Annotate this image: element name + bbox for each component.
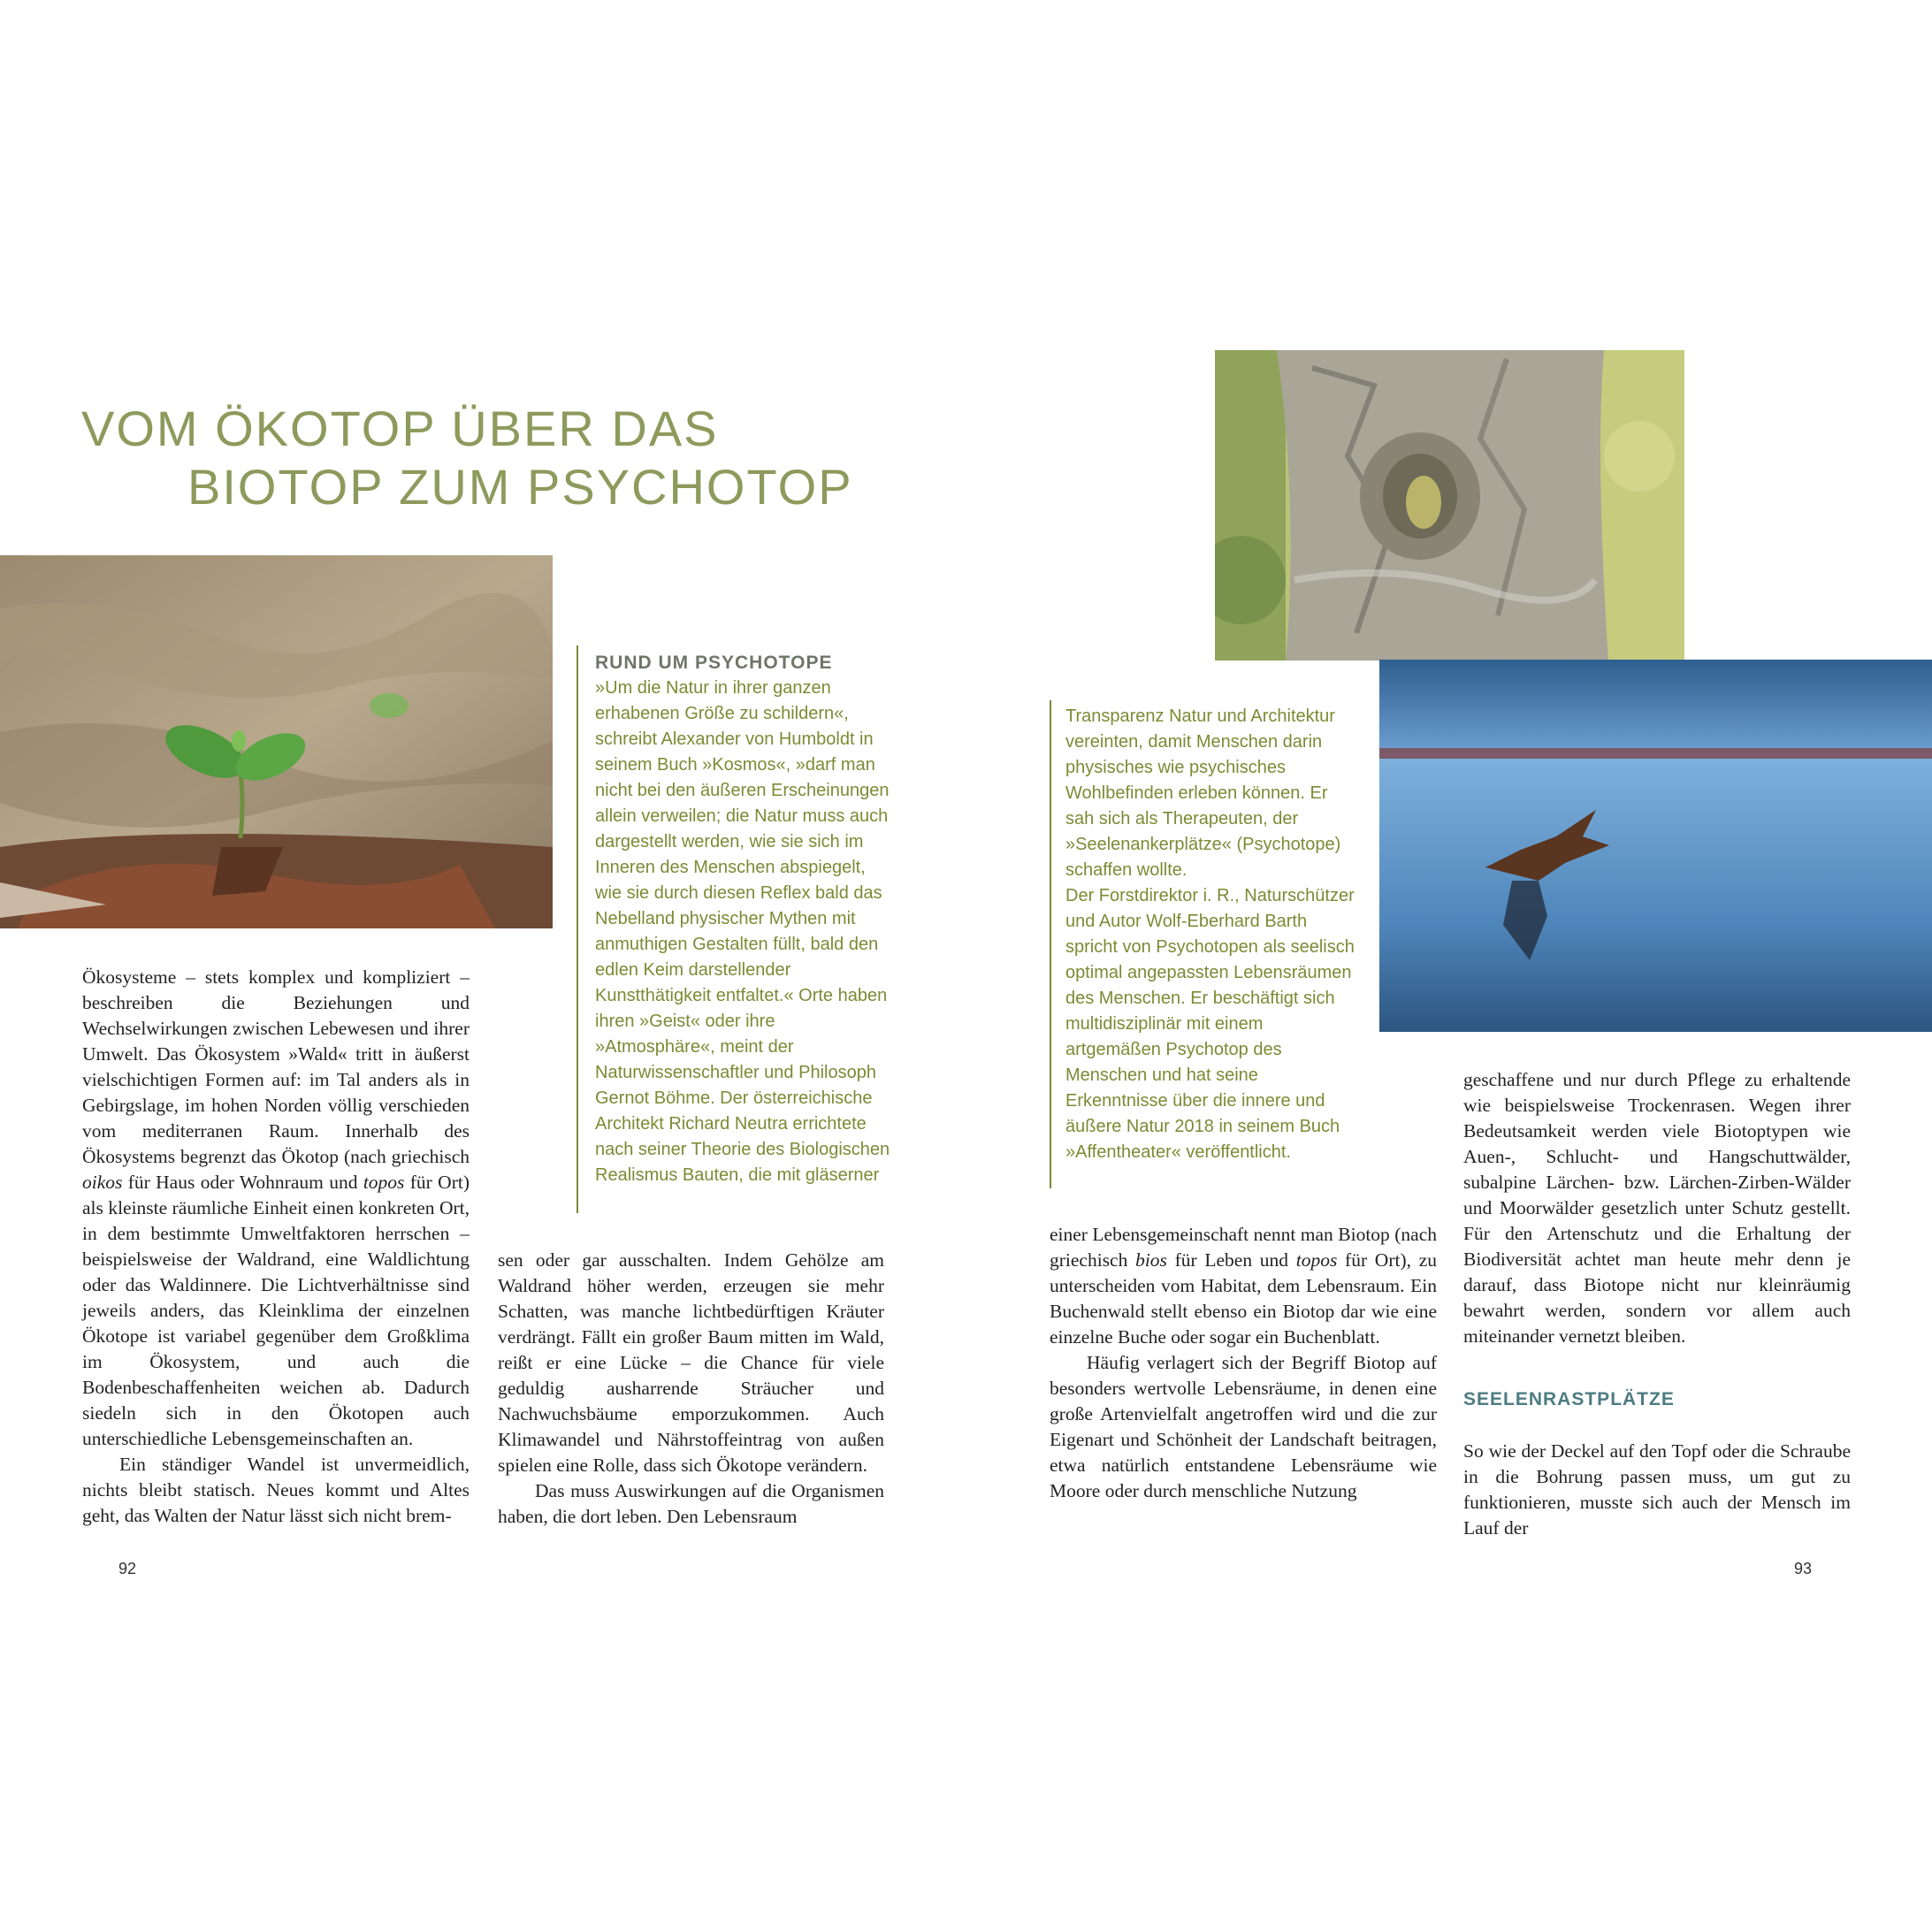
sidebar-cont-paragraph-2: Der Forstdirektor i. R., Naturschützer und Autor Wolf-Eberhard Barth spricht von Psychotopen als seelisch optimal angepassten Lebensräumen des Menschen. Er beschäftigt sich multidisziplinär mit einem artgemäßen Psychotop des Menschen und hat seine Erkenntnisse über die innere und äußere Natur 2018 in seinem Buch »Affentheater« veröffentlicht. <box>1065 886 1355 1162</box>
page-headline <box>81 400 853 516</box>
left-column-2 <box>498 1248 884 1530</box>
headline-line-2: BIOTOP ZUM PSYCHOTOP <box>187 459 853 515</box>
lake-photo <box>1379 660 1932 1032</box>
right-col2-paragraph-1: geschaffene und nur durch Pflege zu erhaltende wie beispielsweise Trockenrasen. Wegen ihrer Bedeutsamkeit werden viele Biotoptypen wie Auen-, Schlucht- und Hangschuttwälder, subalpine Lärchen- bzw. Lärchen-Zirben-Wälder und Moorwälder gesetzlich unter Schutz gestellt. Für den Artenschutz und die Erhaltung der Biodiversität achtet man heute mehr denn je darauf, dass Biotope nicht nur kleinräumig bewahrt werden, sondern vor allem auch miteinander vernetzt bleiben. <box>1463 1069 1851 1347</box>
right-col2-paragraph-2: So wie der Deckel auf den Topf oder die Schraube in die Bohrung passen muss, um gut zu funktionieren, musste sich auch der Mensch im Lauf der <box>1463 1440 1851 1539</box>
sidebar-continuation <box>1065 704 1357 1165</box>
left-column-1 <box>82 965 470 1529</box>
sidebar-rund-um-psychotope <box>595 653 891 1188</box>
left-col1-paragraph-2: Ein ständiger Wandel ist unvermeidlich, nichts bleibt statisch. Neues kommt und Altes geht, das Walten der Natur lässt sich nicht brem- <box>82 1454 470 1526</box>
tree-bark-photo <box>1215 350 1684 661</box>
right-column-2 <box>1463 1067 1851 1541</box>
sidebar-cont-paragraph-1: Transparenz Natur und Architektur vereinten, damit Menschen darin physisches wie psychisches Wohlbefinden erleben können. Er sah sich als Therapeuten, der »Seelenankerplätze« (Psychotope) schaffen wollte. <box>1065 706 1341 880</box>
section-title-seelenrastplaetze: SEELENRASTPLÄTZE <box>1463 1389 1675 1409</box>
sidebar-text: »Um die Natur in ihrer ganzen erhabenen Größe zu schildern«, schreibt Alexander von Humboldt in seinem Buch »Kosmos«, »darf man nicht bei den äußeren Erscheinungen allein verweilen; die Natur muss auch dargestellt werden, wie sie sich im Inneren des Menschen abspiegelt, wie sie durch diesen Reflex bald das Nebelland physischer Mythen mit anmuthigen Gestalten füllt, bald den edlen Keim darstellender Kunstthätigkeit entfaltet.« Orte haben ihren »Geist« oder ihre »Atmosphäre«, meint der Naturwissenschaftler und Philosoph Gernot Böhme. Der österreichische Architekt Richard Neutra errichtete nach seiner Theorie des Biologischen Realismus Bauten, die mit gläserner <box>595 678 890 1185</box>
right-col1-paragraph-1: einer Lebensgemeinschaft nennt man Biotop (nach griechisch bios für Leben und topos für Ort), zu unterscheiden vom Habitat, dem Lebensraum. Ein Buchenwald stellt ebenso ein Biotop dar wie eine einzelne Buche oder sogar ein Buchenblatt. <box>1050 1224 1437 1348</box>
page-number-left: 92 <box>118 1560 137 1577</box>
left-col1-paragraph-1: Ökosysteme – stets komplex und kompliziert – beschreiben die Beziehungen und Wechselwirkungen zwischen Lebewesen und ihrer Umwelt. Das Ökosystem »Wald« tritt in äußerst vielschichtigen Formen auf: im Tal anders als in Gebirgslage, im hohen Norden völlig verschieden vom mediterranen Raum. Innerhalb des Ökosystems begrenzt das Ökotop (nach griechisch oikos für Haus oder Wohnraum und topos für Ort) als kleinste räumliche Einheit einen konkreten Ort, in dem bestimmte Umweltfaktoren herrschen – beispielsweise der Waldrand, eine Waldlichtung oder das Waldinnere. Die Lichtverhältnisse sind jeweils anders, das Kleinklima der einzelnen Ökotope ist variabel gegenüber dem Großklima im Ökosystem, und auch die Bodenbeschaffenheiten weichen ab. Dadurch siedeln sich in den Ökotopen auch unterschiedliche Lebensgemeinschaften an. <box>82 966 470 1449</box>
sidebar-rule-right <box>1050 700 1051 1188</box>
sidebar-title: RUND UM PSYCHOTOPE <box>595 653 833 673</box>
headline-line-1: VOM ÖKOTOP ÜBER DAS <box>81 401 719 456</box>
seedling-photo <box>0 555 553 928</box>
left-col2-paragraph-1: sen oder gar ausschalten. Indem Gehölze am Waldrand höher werden, erzeugen sie mehr Schatten, was manche lichtbedürftigen Kräuter verdrängt. Fällt ein großer Baum mitten im Wald, reißt er eine Lücke – die Chance für viele geduldig ausharrende Sträucher und Nachwuchsbäume emporzukommen. Auch Klimawandel und Nährstoffeintrag von außen spielen eine Rolle, dass sich Ökotope verändern. <box>498 1249 884 1476</box>
right-col1-paragraph-2: Häufig verlagert sich der Begriff Biotop auf besonders wertvolle Lebensräume, in denen eine große Artenvielfalt angetroffen wird und die zur Eigenart und Schönheit der Landschaft beitragen, etwa natürlich entstandene Lebensräume wie Moore oder durch menschliche Nutzung <box>1050 1352 1437 1501</box>
right-column-1 <box>1050 1222 1437 1504</box>
sidebar-rule-left <box>577 645 578 1213</box>
left-col2-paragraph-2: Das muss Auswirkungen auf die Organismen haben, die dort leben. Den Lebensraum <box>498 1480 884 1527</box>
page-number-right: 93 <box>1794 1560 1813 1577</box>
